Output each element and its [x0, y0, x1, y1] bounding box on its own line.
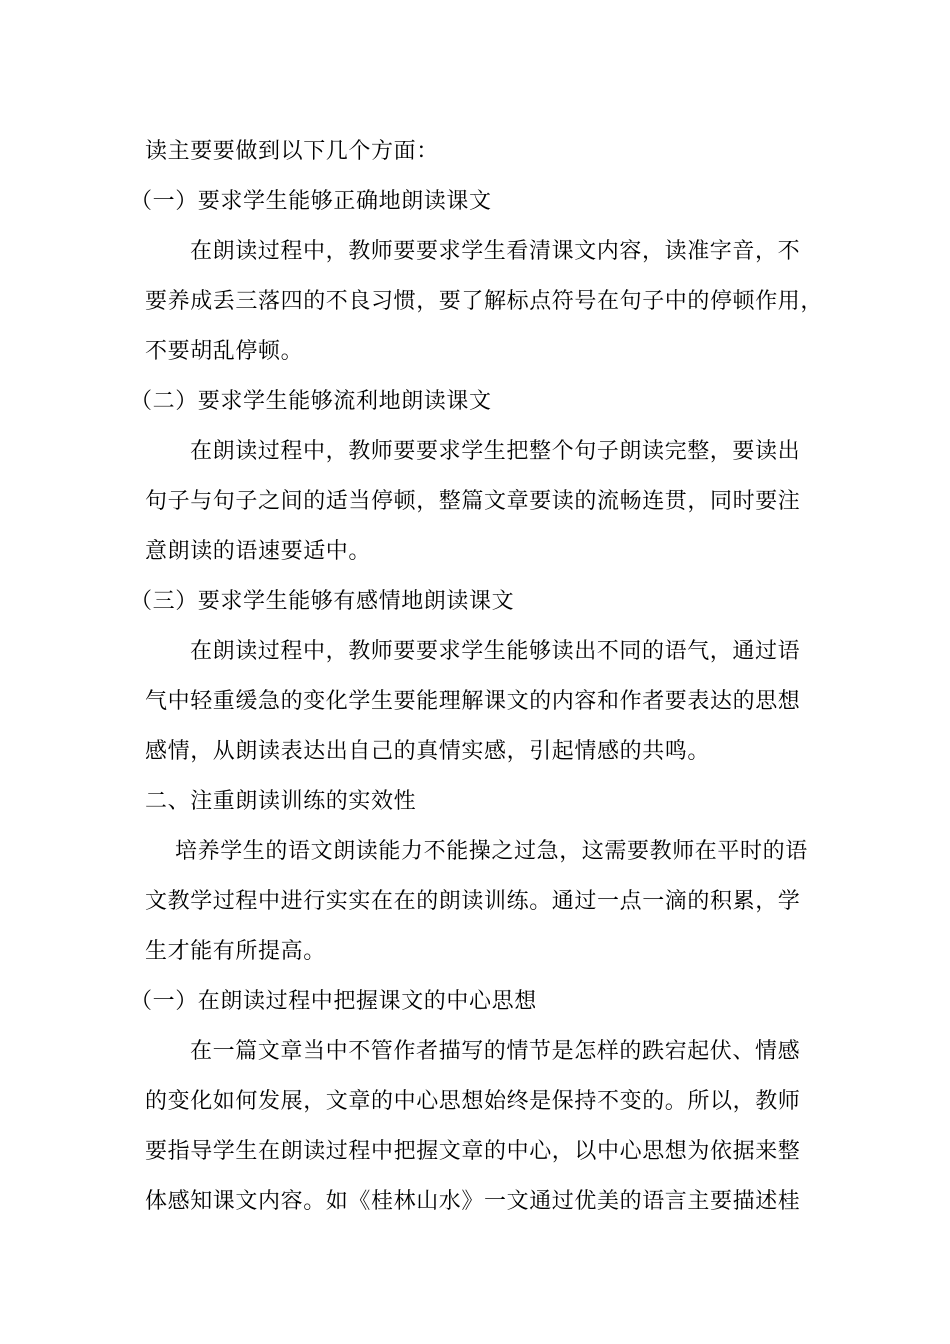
- paragraph-line: 培养学生的语文朗读能力不能操之过急，这需要教师在平时的语: [175, 839, 808, 864]
- paragraph-line: 体感知课文内容。如《桂林山水》一文通过优美的语言主要描述桂: [145, 1189, 801, 1214]
- paragraph-line: 要养成丢三落四的不良习惯，要了解标点符号在句子中的停顿作用，: [145, 289, 824, 314]
- section-heading: （三）要求学生能够有感情地朗读课文: [130, 589, 515, 614]
- paragraph-line: 文教学过程中进行实实在在的朗读训练。通过一点一滴的积累，学: [145, 889, 801, 914]
- paragraph-line: 在朗读过程中，教师要要求学生看清课文内容，读准字音，不: [190, 239, 801, 264]
- paragraph-line: 感情，从朗读表达出自己的真情实感，引起情感的共鸣。: [145, 739, 711, 764]
- paragraph-line: 在朗读过程中，教师要要求学生能够读出不同的语气，通过语: [190, 639, 801, 664]
- section-heading: （一）要求学生能够正确地朗读课文: [130, 189, 492, 214]
- paragraph-line: 句子与句子之间的适当停顿，整篇文章要读的流畅连贯，同时要注: [145, 489, 801, 514]
- paragraph-line: 意朗读的语速要适中。: [145, 539, 372, 564]
- section-heading: （一）在朗读过程中把握课文的中心思想: [130, 989, 537, 1014]
- paragraph-line: 不要胡乱停顿。: [145, 339, 304, 364]
- section-heading: （二）要求学生能够流利地朗读课文: [130, 389, 492, 414]
- paragraph-line: 生才能有所提高。: [145, 939, 326, 964]
- paragraph-line: 要指导学生在朗读过程中把握文章的中心，以中心思想为依据来整: [145, 1139, 801, 1164]
- chapter-heading: 二、注重朗读训练的实效性: [145, 789, 417, 814]
- text-line: 读主要要做到以下几个方面：: [145, 139, 439, 164]
- paragraph-line: 气中轻重缓急的变化学生要能理解课文的内容和作者要表达的思想: [145, 689, 801, 714]
- paragraph-line: 在一篇文章当中不管作者描写的情节是怎样的跌宕起伏、情感: [190, 1039, 801, 1064]
- paragraph-line: 的变化如何发展，文章的中心思想始终是保持不变的。所以，教师: [145, 1089, 801, 1114]
- paragraph-line: 在朗读过程中，教师要要求学生把整个句子朗读完整，要读出: [190, 439, 801, 464]
